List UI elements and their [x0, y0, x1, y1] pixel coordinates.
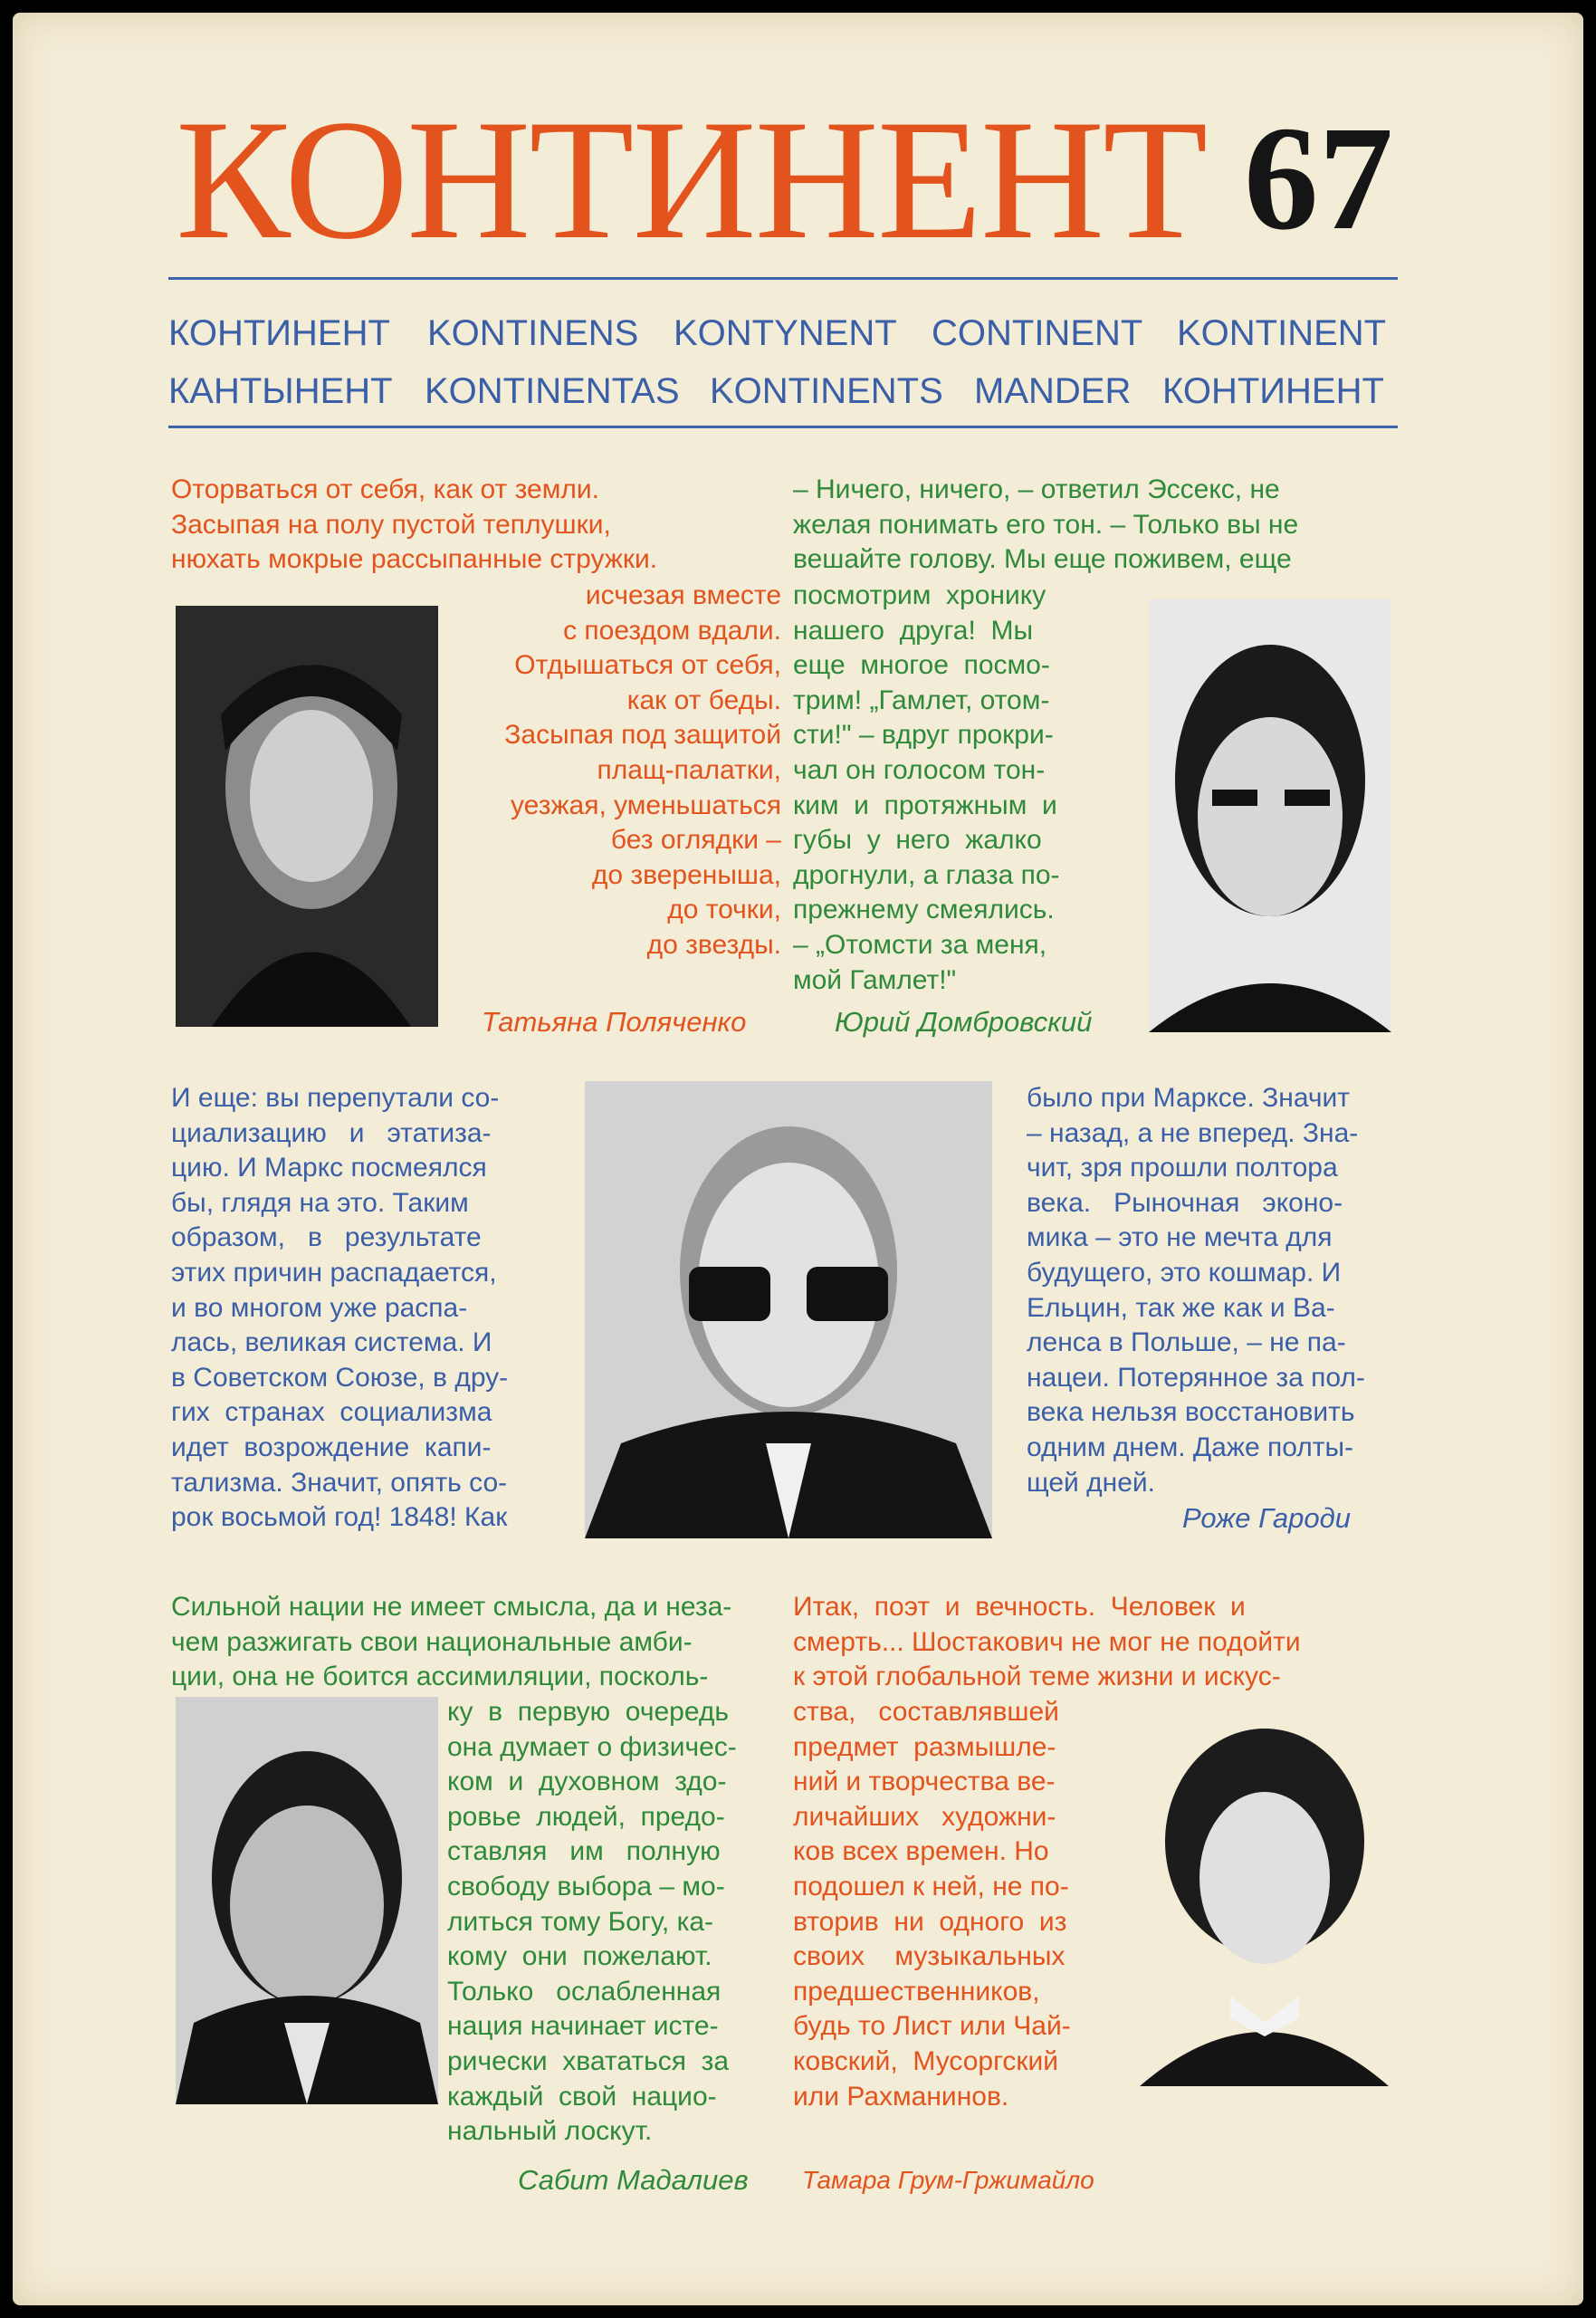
grum-author: Тамара Грум-Гржимайло: [802, 2166, 1094, 2194]
names-row-1-item-2: KONTINENS: [427, 313, 639, 353]
names-row-2-item-3: KONTINENTS: [710, 371, 943, 411]
grum-text-left: ства, составлявшей предмет размышле- ний и творчества ве- личайших художни- ков всех времен. Но подошел к ней, не по- вторив ни одного из своих музыкальных предшественников, будь то Лист или Чай- ковский, Мусоргский или Рахманинов.: [793, 1697, 1071, 2112]
names-row-2-item-4: MANDER: [974, 371, 1132, 411]
madaliev-author: Сабит Мадалиев: [518, 2164, 749, 2196]
garaudy-text-left: И еще: вы перепутали со- циализацию и этатиза- цию. И Маркс посмеялся бы, глядя на это. Таким образом, в результате этих причин распадается, и во многом уже распа- лась, великая система. И в Советском Союзе, в дру- гих странах социализма идет возрождение капи- тализма. Значит, опять со- рок восьмой год! 1848! Как: [171, 1083, 509, 1533]
issue-number: 67: [1244, 95, 1393, 261]
polyachenko-author: Татьяна Поляченко: [482, 1006, 747, 1038]
grum-photo: [1140, 1706, 1389, 2086]
names-row-2-item-1: КАНТЫНЕНТ: [168, 371, 393, 411]
garaudy-photo: [585, 1081, 992, 1538]
polyachenko-photo: [176, 606, 438, 1027]
grum-text-top: Итак, поэт и вечность. Человек и смерть... Шостакович не мог не подойти к этой глобальной теме жизни и искус-: [793, 1592, 1301, 1692]
madaliev-photo: [176, 1697, 438, 2104]
magazine-title: КОНТИНЕНТ: [176, 85, 1207, 275]
names-row-1-item-3: KONTYNENT: [674, 313, 897, 353]
dombrovsky-photo: [1149, 599, 1391, 1032]
names-row-1-item-5: KONTINENT: [1177, 313, 1387, 353]
top-rule: [168, 277, 1398, 280]
bottom-rule: [168, 426, 1398, 428]
dombrovsky-author: Юрий Домбровский: [835, 1006, 1093, 1038]
polyachenko-text-top: Оторваться от себя, как от земли. Засыпая на полу пустой теплушки, нюхать мокрые рассыпанные стружки.: [171, 474, 658, 575]
garaudy-text-right: было при Марксе. Значит – назад, а не вперед. Зна- чит, зря прошли полтора века. Рыночная эконо- мика – это не мечта для будущего, это кошмар. И Ельцин, так же как и Ва- ленса в Польше, – не па- нацеи. Потерянное за пол- века нельзя восстановить одним днем. Даже полты- щей дней.: [1027, 1083, 1365, 1498]
dombrovsky-text-top: – Ничего, ничего, – ответил Эссекс, не желая понимать его тон. – Только вы не вешайте голову. Мы еще поживем, еще: [793, 474, 1299, 575]
garaudy-author: Роже Гароди: [1182, 1502, 1351, 1534]
names-row-2-item-5: КОНТИНЕНТ: [1162, 371, 1384, 411]
madaliev-text-right: ку в первую очередь она думает о физичес- ком и духовном здо- ровье людей, предо- ставляя им полную свободу выбора – мо- литься тому Богу, ка- кому они пожелают. Только ослабленная нация начинает исте- рически хвататься за каждый свой нацио- нальный лоскут.: [447, 1697, 737, 2147]
magazine-cover: [13, 13, 1583, 2305]
names-row-1-item-1: КОНТИНЕНТ: [168, 313, 390, 353]
madaliev-text-top: Сильной нации не имеет смысла, да и неза- чем разжигать свои национальные амби- ции, она не боится ассимиляции, посколь-: [171, 1592, 732, 1692]
polyachenko-text-right: исчезая вместе с поездом вдали. Отдышаться от себя, как от беды. Засыпая под защитой плащ-палатки, уезжая, уменьшаться без оглядки – до звереныша, до точки, до звезды.: [504, 580, 781, 960]
dombrovsky-text-left: посмотрим хронику нашего друга! Мы еще многое посмо- трим! „Гамлет, отом- сти!" – вдруг прокри- чал он голосом тон- ким и протяжным и губы у него жалко дрогнули, а глаза по- прежнему смеялись. – „Отомсти за меня, мой Гамлет!": [793, 580, 1060, 995]
names-row-1-item-4: CONTINENT: [932, 313, 1143, 353]
names-row-2-item-2: KONTINENTAS: [425, 371, 680, 411]
